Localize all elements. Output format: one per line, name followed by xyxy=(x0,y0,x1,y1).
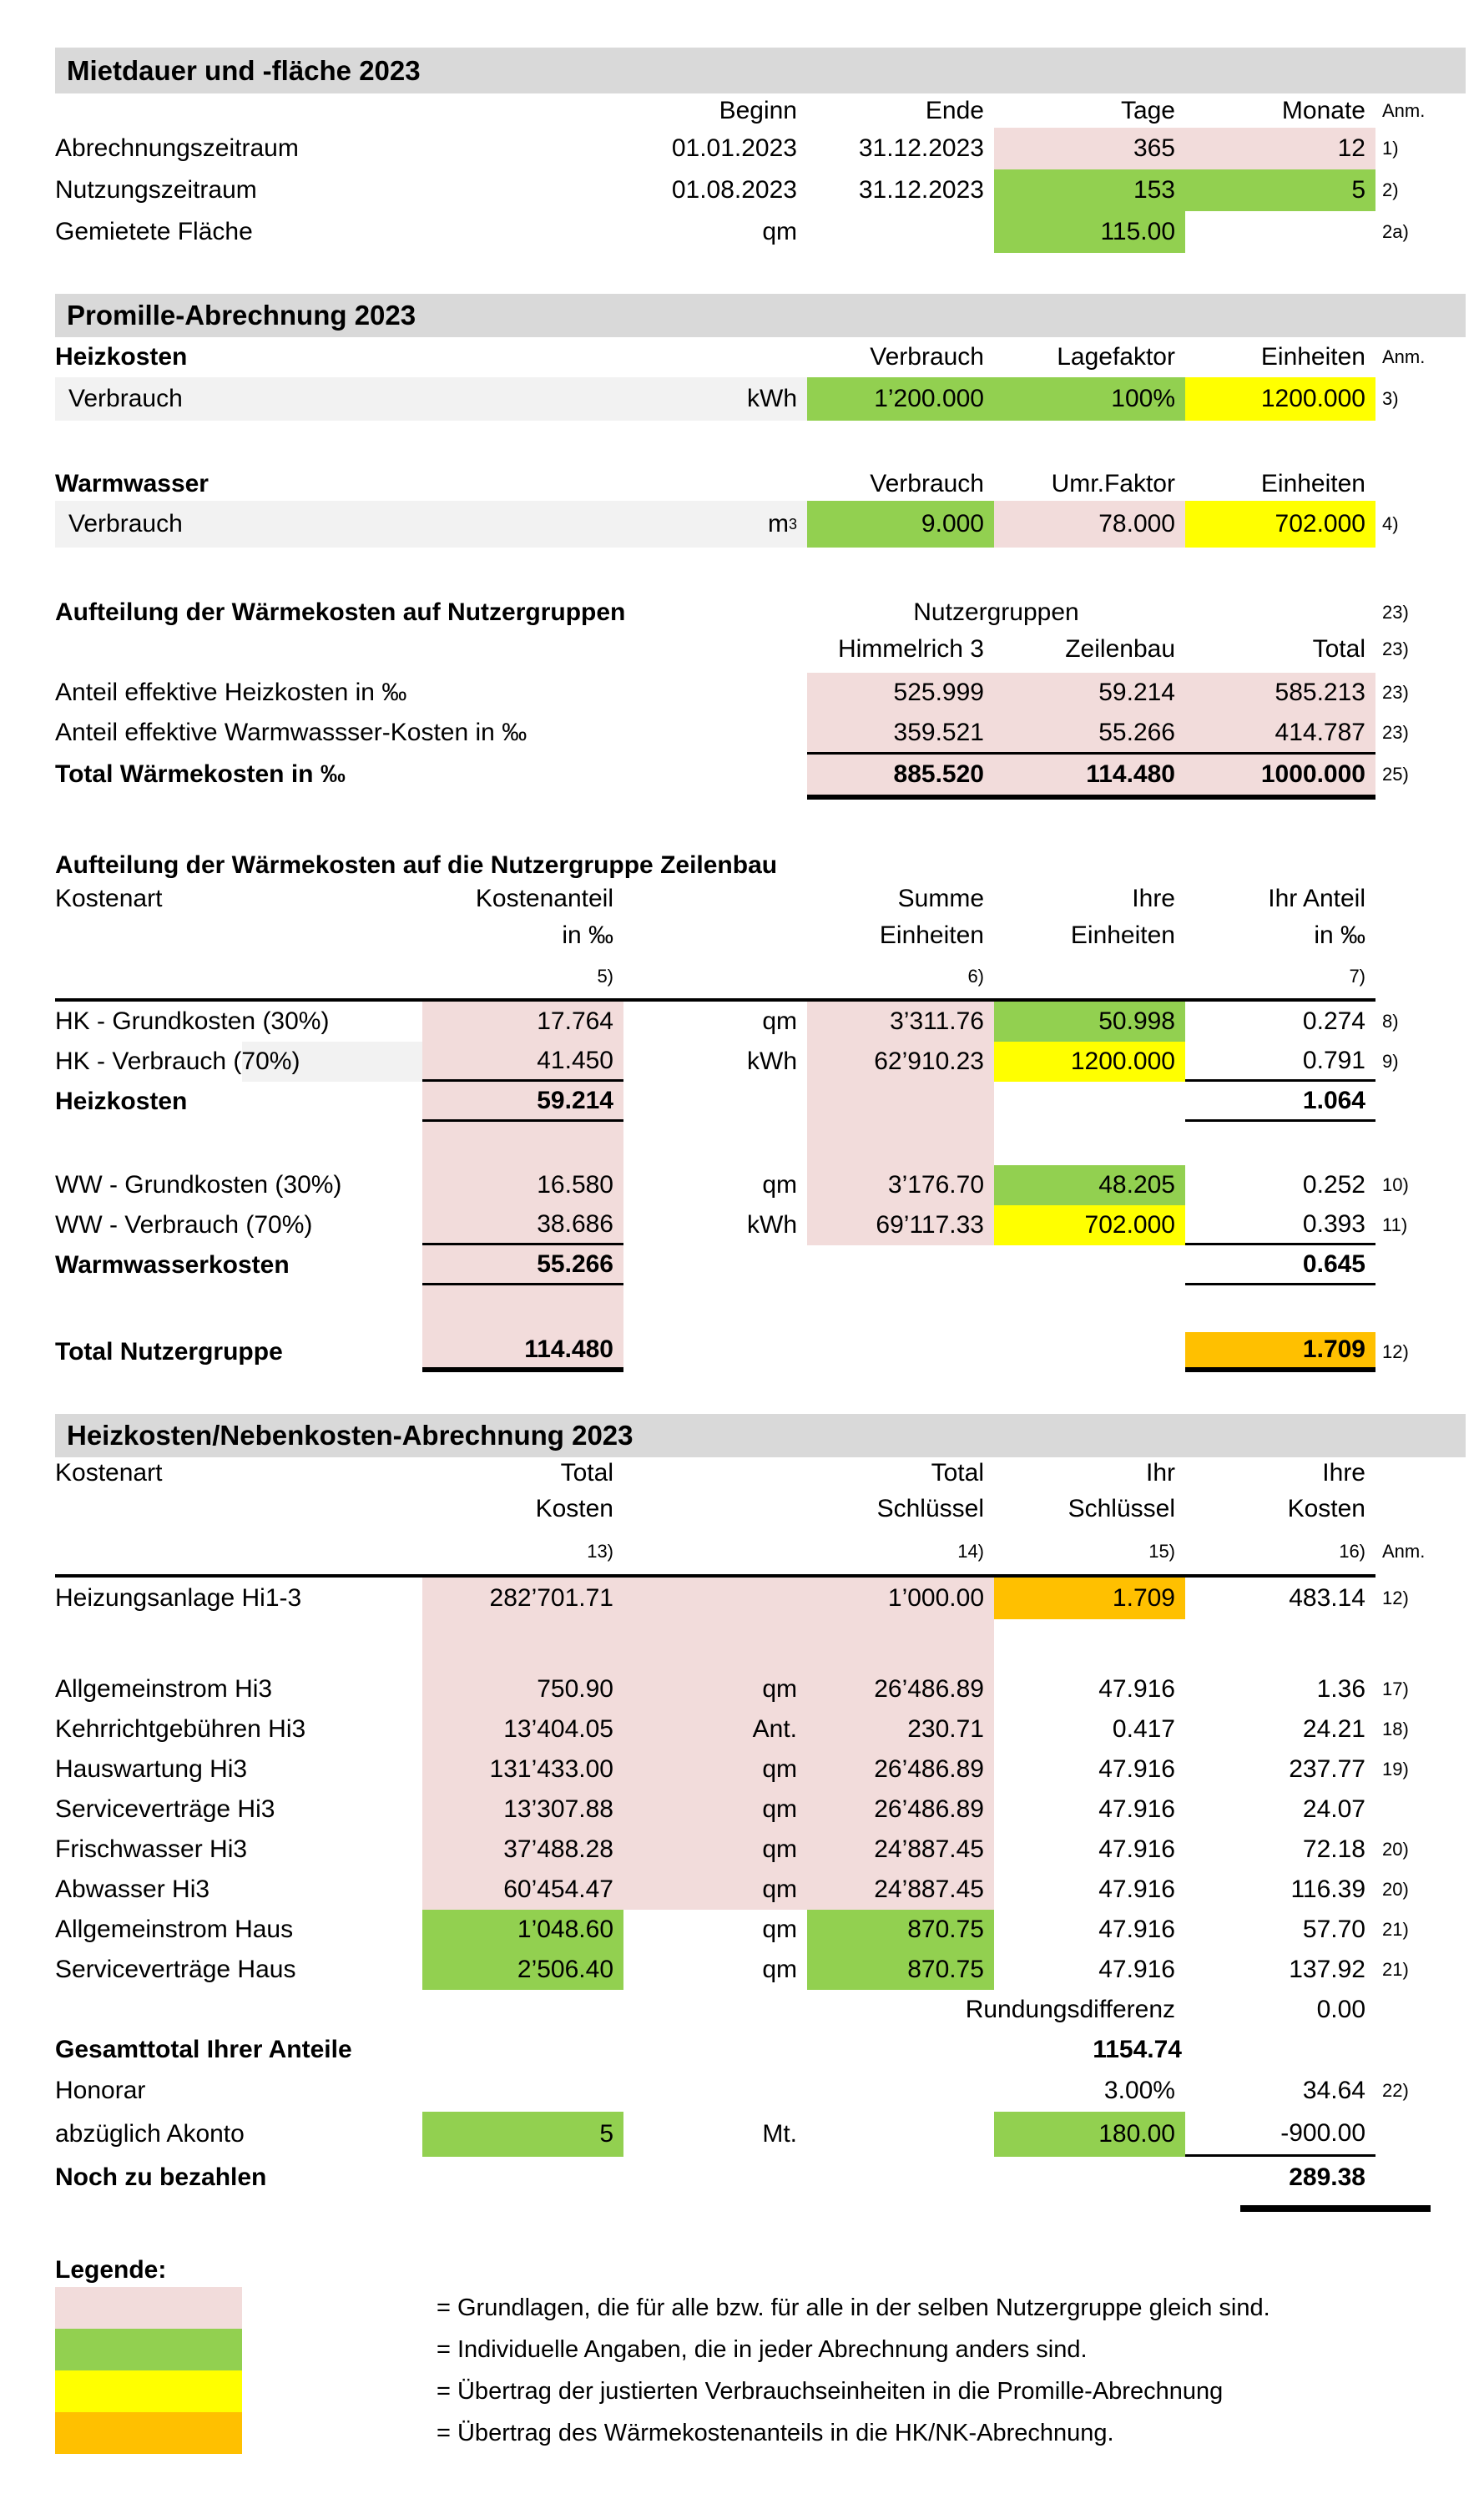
cell-label: Serviceverträge Haus xyxy=(55,1956,296,1983)
cell-schluessel: 26’486.89 xyxy=(807,1790,994,1830)
cell-ihre-kosten: 24.21 xyxy=(1302,1715,1365,1743)
section-title: Promille-Abrechnung 2023 xyxy=(67,300,416,331)
cell-note: 10) xyxy=(1382,1174,1409,1195)
cell-total: 13’307.88 xyxy=(422,1790,623,1830)
cell-unit: kWh xyxy=(747,1211,797,1239)
cell-ihre-kosten: -900.00 xyxy=(1185,2112,1375,2157)
cell-ihr-anteil: 1.064 xyxy=(1185,1082,1375,1122)
cell-satz: 3.00% xyxy=(1103,2077,1175,2104)
s4-spacer-row xyxy=(55,1122,1484,1165)
col-header-kostenart: Kostenart xyxy=(55,1459,163,1487)
cell-note: 21) xyxy=(1382,1919,1409,1940)
col-header-einheiten-2: Einheiten xyxy=(1070,921,1175,949)
col-header-anm: Anm. xyxy=(1382,99,1426,121)
col-header-einheiten: Einheiten xyxy=(1260,343,1365,371)
cell-note: 2a) xyxy=(1382,221,1409,242)
cell-ihr-schluessel: 47.916 xyxy=(1098,1675,1175,1703)
cell-ihre-kosten: 72.18 xyxy=(1302,1835,1365,1863)
cell-total: 1’048.60 xyxy=(422,1910,623,1950)
footnote-15: 15) xyxy=(1148,1541,1175,1562)
s3-title: Aufteilung der Wärmekosten auf Nutzergruppen xyxy=(55,598,626,626)
cell-label: Verbrauch xyxy=(55,501,422,548)
footnote-16: 16) xyxy=(1339,1541,1365,1562)
cell-summe: 62’910.23 xyxy=(807,1042,994,1082)
cell-kostenanteil: 17.764 xyxy=(422,1002,623,1042)
legend-text: = Übertrag der justierten Verbrauchseinheiten in die Promille-Abrechnung xyxy=(437,2377,1224,2405)
s5-row-noch-zu-bezahlen xyxy=(55,2157,1484,2199)
cell-note: 12) xyxy=(1382,1588,1409,1608)
legend-item-uebertrag-promille xyxy=(55,2370,1484,2412)
section-header-promille xyxy=(55,294,1466,337)
cell-label: Allgemeinstrom Hi3 xyxy=(55,1675,273,1703)
cell-label: Frischwasser Hi3 xyxy=(55,1835,248,1863)
cell-schluessel: 24’887.45 xyxy=(807,1830,994,1870)
cell-zeilenbau: 114.480 xyxy=(994,755,1185,795)
s5-row-allgemeinstrom-haus xyxy=(55,1910,1484,1950)
s5-spacer-row xyxy=(55,1619,1484,1669)
cell-unit: Mt. xyxy=(762,2120,797,2148)
cell-himmelrich3: 885.520 xyxy=(807,755,994,795)
subsection-heizkosten: Heizkosten xyxy=(55,343,188,371)
cell-label: Rundungsdifferenz xyxy=(965,1996,1175,2023)
cell-ihre-einheiten: 702.000 xyxy=(994,1205,1185,1245)
cell-note: 8) xyxy=(1382,1011,1399,1032)
cell-anzahl: 5 xyxy=(422,2112,623,2157)
s4-header-row-1 xyxy=(55,881,1484,916)
cell-beginn: 01.01.2023 xyxy=(671,134,797,162)
col-header-kosten: Kosten xyxy=(535,1495,613,1522)
cell-ihr-anteil: 1.709 xyxy=(1185,1332,1375,1372)
cell-label: Total Nutzergruppe xyxy=(55,1338,283,1366)
cell-summe: 69’117.33 xyxy=(807,1205,994,1245)
cell-ihr-schluessel: 1.709 xyxy=(994,1578,1185,1619)
cell-ihr-anteil: 0.274 xyxy=(1302,1007,1365,1035)
cell-ihr-schluessel: 0.417 xyxy=(1112,1715,1175,1743)
cell-zeilenbau: 59.214 xyxy=(994,673,1185,713)
cell-note: 23) xyxy=(1382,639,1409,659)
cell-unit: qm xyxy=(623,1870,807,1910)
cell-note: 9) xyxy=(1382,1051,1399,1072)
col-header-total-kosten: Total xyxy=(560,1459,613,1487)
cell-label: HK - Grundkosten (30%) xyxy=(55,1007,330,1035)
col-header-umrfaktor: Umr.Faktor xyxy=(1051,470,1175,497)
s5-row-heizungsanlage xyxy=(55,1578,1484,1619)
col-header-ihre: Ihre xyxy=(1132,885,1175,912)
col-header-einheiten: Einheiten xyxy=(1260,470,1365,497)
cell-ihr-schluessel: 47.916 xyxy=(1098,1956,1175,1983)
cell-schluessel: 26’486.89 xyxy=(807,1749,994,1790)
cell-unit: Ant. xyxy=(623,1709,807,1749)
cell-label: Abwasser Hi3 xyxy=(55,1875,210,1903)
legend-text: = Individuelle Angaben, die in jeder Abrechnung anders sind. xyxy=(437,2335,1088,2363)
cell-schluessel: 870.75 xyxy=(807,1950,994,1990)
cell-label: Abrechnungszeitraum xyxy=(55,134,299,162)
cell-monate: 5 xyxy=(1185,169,1375,211)
cell-ihr-schluessel: 47.916 xyxy=(1098,1835,1175,1863)
s5-header-row-2 xyxy=(55,1489,1484,1529)
cell-label: Anteil effektive Warmwassser-Kosten in ‰ xyxy=(55,718,527,746)
cell-note: 20) xyxy=(1382,1839,1409,1860)
cell-summe: 3’311.76 xyxy=(807,1002,994,1042)
cell-verbrauch: 9.000 xyxy=(807,501,994,548)
cell-ihre-einheiten: 48.205 xyxy=(994,1165,1185,1205)
cell-ihre-kosten: 483.14 xyxy=(1289,1584,1365,1612)
s5-row-kehrrichtgebuehren xyxy=(55,1709,1484,1749)
cell-ende: 31.12.2023 xyxy=(858,134,984,162)
cell-total: 585.213 xyxy=(1185,673,1375,713)
col-header-ihr: Ihr xyxy=(1145,1459,1175,1487)
cell-label: Hauswartung Hi3 xyxy=(55,1755,248,1783)
col-header-in-promille-2: in ‰ xyxy=(1314,921,1365,949)
s1-row-nutzungszeitraum xyxy=(55,169,1484,211)
subsection-warmwasser: Warmwasser xyxy=(55,470,209,497)
s5-row-abwasser xyxy=(55,1870,1484,1910)
cell-schluessel: 230.71 xyxy=(807,1709,994,1749)
s2-heizkosten-header-row xyxy=(55,337,1484,377)
col-header-tage: Tage xyxy=(1120,96,1175,124)
cell-ihr-schluessel: 47.916 xyxy=(1098,1916,1175,1943)
footnote-5: 5) xyxy=(597,966,613,987)
s5-row-rundungsdifferenz xyxy=(55,1990,1484,2030)
col-header-monate: Monate xyxy=(1281,96,1365,124)
cell-label: Verbrauch xyxy=(55,377,422,421)
cell-kostenanteil: 59.214 xyxy=(422,1082,623,1122)
s4-row-ww-grundkosten xyxy=(55,1165,1484,1205)
cell-summe: 3’176.70 xyxy=(807,1165,994,1205)
cell-ihre-kosten: 1.36 xyxy=(1316,1675,1365,1703)
legend-item-uebertrag-hknk xyxy=(55,2412,1484,2454)
footnote-14: 14) xyxy=(957,1541,984,1562)
cell-tage: 153 xyxy=(994,169,1185,211)
cell-ihre-einheiten: 1200.000 xyxy=(994,1042,1185,1082)
cell-total: 2’506.40 xyxy=(422,1950,623,1990)
cell-note: 23) xyxy=(1382,721,1409,743)
footnote-13: 13) xyxy=(587,1541,613,1562)
s2-heizkosten-verbrauch-row xyxy=(55,377,1484,421)
cell-note: 4) xyxy=(1382,513,1399,534)
cell-ihr-anteil: 0.393 xyxy=(1185,1205,1375,1245)
legend-text: = Übertrag des Wärmekostenanteils in die HK/NK-Abrechnung. xyxy=(437,2419,1114,2446)
cell-unit: m 3 xyxy=(623,501,807,548)
col-header-lagefaktor: Lagefaktor xyxy=(1057,343,1175,371)
s1-row-gemietete-flaeche xyxy=(55,211,1484,253)
cell-einheiten: 1200.000 xyxy=(1185,377,1375,421)
footnote-7: 7) xyxy=(1349,966,1365,987)
s4-footnote-row xyxy=(55,955,1484,998)
s4-row-heizkosten-subtotal xyxy=(55,1082,1484,1122)
s1-row-abrechnungszeitraum xyxy=(55,128,1484,169)
s3-title-row xyxy=(55,594,1484,631)
cell-monate: 12 xyxy=(1185,128,1375,169)
legend-swatch-orange xyxy=(55,2412,242,2454)
cell-note xyxy=(1375,1790,1481,1830)
cell-total: 13’404.05 xyxy=(422,1709,623,1749)
legend-text: = Grundlagen, die für alle bzw. für alle in der selben Nutzergruppe gleich sind. xyxy=(437,2294,1270,2321)
section-title: Mietdauer und -fläche 2023 xyxy=(67,54,421,86)
cell-unit: qm xyxy=(623,1790,807,1830)
cell-kostenanteil: 38.686 xyxy=(422,1205,623,1245)
cell-ihr-anteil: 0.791 xyxy=(1185,1042,1375,1082)
section-header-hknk xyxy=(55,1414,1466,1457)
s4-title-row xyxy=(55,850,1484,881)
cell-verbrauch: 1’200.000 xyxy=(807,377,994,421)
cell-kostenanteil: 16.580 xyxy=(422,1165,623,1205)
s5-footnote-row xyxy=(55,1529,1484,1574)
s5-row-akonto xyxy=(55,2112,1484,2157)
cell-ihre-kosten: 34.64 xyxy=(1302,2077,1365,2104)
cell-ihr-anteil: 0.645 xyxy=(1185,1245,1375,1285)
col-header-total-schluessel: Total xyxy=(931,1459,984,1487)
s3-column-header-row xyxy=(55,631,1484,668)
col-header-ihre: Ihre xyxy=(1322,1459,1365,1487)
s5-row-servicevertraege-hi3 xyxy=(55,1790,1484,1830)
s4-row-hk-verbrauch xyxy=(55,1042,1484,1082)
col-header-himmelrich3: Himmelrich 3 xyxy=(837,635,984,663)
cell-total: 750.90 xyxy=(422,1669,623,1709)
col-header-schluessel: Schlüssel xyxy=(876,1495,984,1522)
cell-total: 414.787 xyxy=(1185,713,1375,752)
legend-item-individuell xyxy=(55,2329,1484,2370)
cell-label: HK - Verbrauch (70%) xyxy=(55,1042,422,1082)
cell-label: Heizungsanlage Hi1-3 xyxy=(55,1584,302,1612)
cell-unit: kWh xyxy=(747,1048,797,1075)
cell-label: Anteil effektive Heizkosten in ‰ xyxy=(55,679,407,706)
cell-label: Nutzungszeitraum xyxy=(55,176,257,204)
s5-row-frischwasser xyxy=(55,1830,1484,1870)
s4-spacer-row-2 xyxy=(55,1285,1484,1332)
cell-label: Noch zu bezahlen xyxy=(55,2163,267,2191)
group-header-nutzergruppen: Nutzergruppen xyxy=(913,598,1079,626)
cell-ihre-kosten: 116.39 xyxy=(1290,1875,1365,1903)
s3-row-heizkosten-anteil xyxy=(55,673,1484,713)
cell-label: WW - Verbrauch (70%) xyxy=(55,1211,313,1239)
col-header-schluessel-2: Schlüssel xyxy=(1068,1495,1175,1522)
cell-schluessel: 24’887.45 xyxy=(807,1870,994,1910)
cell-ihre-kosten: 1154.74 xyxy=(1093,2036,1182,2063)
s5-row-hauswartung xyxy=(55,1749,1484,1790)
cell-kostenanteil: 41.450 xyxy=(422,1042,623,1082)
cell-ihre-kosten: 0.00 xyxy=(1316,1996,1365,2023)
cell-ihre-einheiten: 50.998 xyxy=(994,1002,1185,1042)
col-header-anm: Anm. xyxy=(1382,1541,1426,1562)
cell-betrag: 180.00 xyxy=(994,2112,1185,2157)
col-header-kosten-2: Kosten xyxy=(1287,1495,1365,1522)
cell-ihre-kosten: 289.38 xyxy=(1289,2163,1365,2191)
s4-row-ww-verbrauch xyxy=(55,1205,1484,1245)
col-header-einheiten: Einheiten xyxy=(879,921,984,949)
cell-label: Total Wärmekosten in ‰ xyxy=(55,760,346,788)
legend-swatch-pink xyxy=(55,2287,242,2329)
cell-unit: qm xyxy=(762,1956,797,1983)
cell-unit: qm xyxy=(623,1830,807,1870)
cell-note: 23) xyxy=(1382,682,1409,703)
cell-himmelrich3: 359.521 xyxy=(807,713,994,752)
col-header-verbrauch: Verbrauch xyxy=(870,343,984,371)
cell-lagefaktor: 100% xyxy=(994,377,1185,421)
s4-row-hk-grundkosten xyxy=(55,1002,1484,1042)
cell-note: 19) xyxy=(1382,1759,1409,1780)
s1-column-header-row xyxy=(55,93,1484,128)
col-header-beginn: Beginn xyxy=(719,96,797,124)
cell-note: 18) xyxy=(1382,1719,1409,1739)
legend-title-row xyxy=(55,2254,1484,2287)
cell-beginn: 01.08.2023 xyxy=(671,176,797,204)
cell-unit: qm xyxy=(762,218,797,245)
cell-ihre-kosten: 237.77 xyxy=(1289,1755,1365,1783)
cell-schluessel: 26’486.89 xyxy=(807,1669,994,1709)
cell-note: 11) xyxy=(1382,1214,1408,1235)
cell-label: WW - Grundkosten (30%) xyxy=(55,1171,342,1199)
legend-swatch-green xyxy=(55,2329,242,2370)
cell-tage: 365 xyxy=(994,128,1185,169)
cell-label: Heizkosten xyxy=(55,1088,188,1115)
cell-ende: 31.12.2023 xyxy=(858,176,984,204)
legend-item-grundlagen xyxy=(55,2287,1484,2329)
cell-unit: qm xyxy=(762,1916,797,1943)
cell-total: 131’433.00 xyxy=(422,1749,623,1790)
s4-header-row-2 xyxy=(55,916,1484,955)
cell-label: Honorar xyxy=(55,2077,146,2104)
s5-row-allgemeinstrom-hi3 xyxy=(55,1669,1484,1709)
cell-unit: qm xyxy=(762,1007,797,1035)
cell-total: 1000.000 xyxy=(1185,755,1375,795)
col-header-ihr-anteil: Ihr Anteil xyxy=(1268,885,1365,912)
s4-title: Aufteilung der Wärmekosten auf die Nutzergruppe Zeilenbau xyxy=(55,851,778,879)
cell-label: Allgemeinstrom Haus xyxy=(55,1916,294,1943)
cell-ihr-anteil: 0.252 xyxy=(1302,1171,1365,1199)
col-header-total: Total xyxy=(1312,635,1365,663)
cell-unit xyxy=(623,1578,807,1619)
s5-header-row-1 xyxy=(55,1457,1484,1489)
cell-schluessel: 1’000.00 xyxy=(807,1578,994,1619)
cell-note: 22) xyxy=(1382,2080,1409,2101)
s2-warmwasser-verbrauch-row xyxy=(55,501,1484,548)
cell-unit: qm xyxy=(623,1669,807,1709)
cell-total: 282’701.71 xyxy=(422,1578,623,1619)
cell-himmelrich3: 525.999 xyxy=(807,673,994,713)
s5-row-servicevertraege-haus xyxy=(55,1950,1484,1990)
col-header-in-promille: in ‰ xyxy=(562,921,613,949)
cell-total: 37’488.28 xyxy=(422,1830,623,1870)
cell-label: Warmwasserkosten xyxy=(55,1251,290,1279)
cell-ihre-kosten: 24.07 xyxy=(1302,1795,1365,1823)
cell-label: abzüglich Akonto xyxy=(55,2120,245,2148)
cell-kostenanteil: 114.480 xyxy=(422,1332,623,1372)
cell-label: Kehrrichtgebühren Hi3 xyxy=(55,1715,306,1743)
cell-ihr-schluessel: 47.916 xyxy=(1098,1755,1175,1783)
cell-ihre-kosten: 137.92 xyxy=(1289,1956,1365,1983)
s4-row-total-nutzergruppe xyxy=(55,1332,1484,1372)
s3-row-warmwasser-anteil xyxy=(55,713,1484,752)
cell-ihre-kosten: 57.70 xyxy=(1302,1916,1365,1943)
cell-ihr-schluessel: 47.916 xyxy=(1098,1795,1175,1823)
cell-kostenanteil: 55.266 xyxy=(422,1245,623,1285)
footnote-6: 6) xyxy=(967,966,984,987)
cell-ihr-schluessel: 47.916 xyxy=(1098,1875,1175,1903)
s4-row-warmwasserkosten-subtotal xyxy=(55,1245,1484,1285)
cell-total: 60’454.47 xyxy=(422,1870,623,1910)
cell-label: Serviceverträge Hi3 xyxy=(55,1795,275,1823)
section-header-mietdauer xyxy=(55,48,1466,93)
cell-einheiten: 702.000 xyxy=(1185,501,1375,548)
col-header-kostenart: Kostenart xyxy=(55,885,163,912)
cell-label: Gemietete Fläche xyxy=(55,218,253,245)
cell-note: 21) xyxy=(1382,1959,1409,1980)
cell-note: 12) xyxy=(1382,1341,1409,1362)
cell-note: 3) xyxy=(1382,388,1399,409)
cell-unit: kWh xyxy=(623,377,807,421)
cell-schluessel: 870.75 xyxy=(807,1910,994,1950)
grand-total-line xyxy=(1240,2205,1431,2212)
col-header-anm: Anm. xyxy=(1382,346,1426,367)
s5-row-honorar xyxy=(55,2070,1484,2112)
col-header-kostenanteil: Kostenanteil xyxy=(475,885,613,912)
col-header-verbrauch: Verbrauch xyxy=(870,470,984,497)
cell-note: 2) xyxy=(1382,179,1399,200)
cell-note: 25) xyxy=(1382,764,1409,785)
legend-swatch-yellow xyxy=(55,2370,242,2412)
col-header-zeilenbau: Zeilenbau xyxy=(1065,635,1175,663)
cell-note: 20) xyxy=(1382,1879,1409,1900)
legend-title: Legende: xyxy=(55,2256,167,2284)
s2-warmwasser-header-row xyxy=(55,467,1484,501)
s3-row-total-waermekosten xyxy=(55,755,1484,795)
cell-unit: qm xyxy=(762,1171,797,1199)
cell-zeilenbau: 55.266 xyxy=(994,713,1185,752)
cell-flaeche: 115.00 xyxy=(994,211,1185,253)
cell-umrfaktor: 78.000 xyxy=(994,501,1185,548)
s5-row-gesamttotal xyxy=(55,2030,1484,2070)
col-header-ende: Ende xyxy=(925,96,984,124)
cell-note: 17) xyxy=(1382,1679,1409,1699)
cell-note: 1) xyxy=(1382,138,1399,159)
col-header-summe: Summe xyxy=(897,885,984,912)
cell-label: Gesamttotal Ihrer Anteile xyxy=(55,2036,352,2063)
section-title: Heizkosten/Nebenkosten-Abrechnung 2023 xyxy=(67,1420,633,1451)
cell-note: 23) xyxy=(1382,602,1409,623)
cell-unit: qm xyxy=(623,1749,807,1790)
